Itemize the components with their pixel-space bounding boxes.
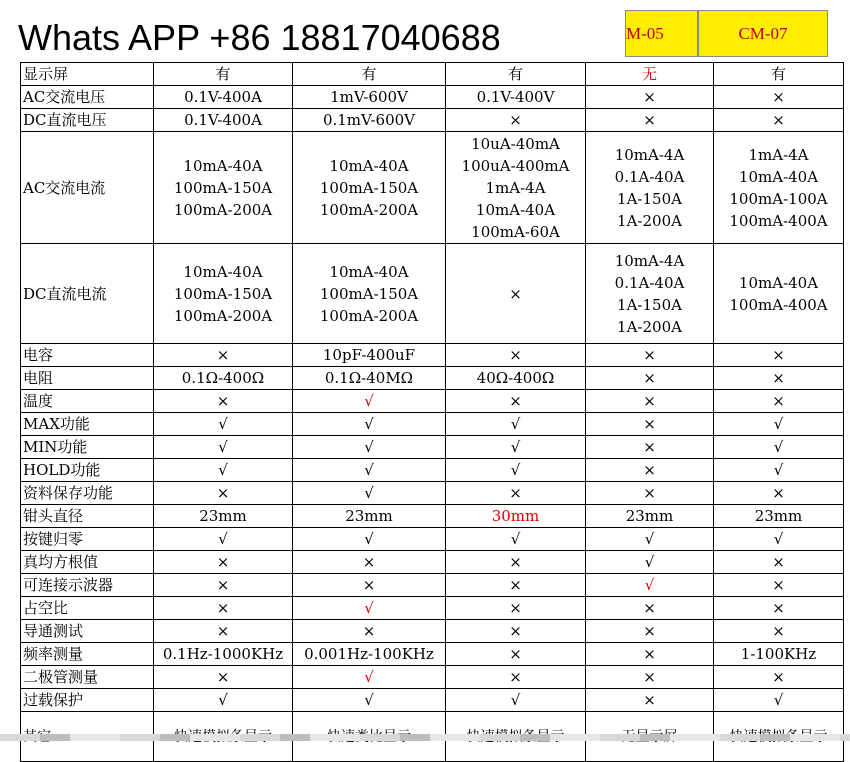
cell-line: × <box>772 576 785 594</box>
table-cell <box>293 244 446 344</box>
cell-line: √ <box>364 530 374 548</box>
cell-line: 10pF-400uF <box>322 346 416 364</box>
cell-line: 0.1Ω-400Ω <box>181 369 265 387</box>
cell-line: × <box>643 622 656 640</box>
cell-line: × <box>643 691 656 709</box>
row-label: 电容 <box>21 344 154 367</box>
table-cell <box>154 689 293 712</box>
cell-line: × <box>216 553 230 571</box>
row-label: 导通测试 <box>21 620 154 643</box>
cell-line: 0.1V-400A <box>184 88 262 106</box>
table-row <box>21 63 844 86</box>
cell-line: × <box>216 392 230 410</box>
cell-line: × <box>216 346 230 364</box>
cell-line: √ <box>773 461 784 479</box>
table-cell <box>714 528 844 551</box>
table-cell <box>446 482 586 505</box>
table-cell <box>446 528 586 551</box>
table-cell <box>154 482 293 505</box>
table-cell <box>586 390 714 413</box>
table-row <box>21 86 844 109</box>
table-row <box>21 132 844 244</box>
row-label: HOLD功能 <box>21 459 154 482</box>
cell-line: 1A-150A <box>617 295 682 314</box>
table-cell <box>714 244 844 344</box>
cell-line: × <box>772 88 785 106</box>
cell-line: × <box>643 645 656 663</box>
table-cell <box>586 505 714 528</box>
cell-line: × <box>362 576 376 594</box>
row-label: 电阻 <box>21 367 154 390</box>
cell-line: × <box>509 553 522 571</box>
table-cell <box>446 86 586 109</box>
cell-line: √ <box>773 415 784 433</box>
row-label: 频率测量 <box>21 643 154 666</box>
table-cell <box>446 551 586 574</box>
table-cell <box>446 620 586 643</box>
table-cell <box>293 436 446 459</box>
table-cell <box>446 132 586 244</box>
cell-line: × <box>643 346 656 364</box>
table-cell <box>586 689 714 712</box>
table-cell <box>586 528 714 551</box>
cell-line: × <box>643 415 656 433</box>
cell-line: √ <box>773 530 784 548</box>
cell-line: √ <box>218 530 228 548</box>
row-label: 按键归零 <box>21 528 154 551</box>
table-cell <box>154 109 293 132</box>
cell-line: 10mA-40A <box>329 156 409 175</box>
cell-line: 10mA-40A <box>183 156 263 175</box>
cell-line: × <box>643 369 656 387</box>
cell-line: 0.1V-400A <box>184 111 262 129</box>
table-row <box>21 344 844 367</box>
table-cell <box>154 436 293 459</box>
model-header-m05: M-05 <box>625 10 698 57</box>
cell-line: 1A-150A <box>617 189 682 208</box>
cell-line: 100mA-150A <box>319 178 419 197</box>
table-cell <box>446 244 586 344</box>
table-cell <box>714 689 844 712</box>
cell-line: 0.1A-40A <box>614 273 685 292</box>
cell-line: × <box>509 284 522 303</box>
table-cell <box>293 459 446 482</box>
table-cell <box>446 413 586 436</box>
cell-line: × <box>772 369 785 387</box>
cell-line: 0.1Hz-1000KHz <box>162 645 284 663</box>
cell-line: √ <box>364 461 374 479</box>
cell-line: 100mA-200A <box>173 200 273 219</box>
cell-line: √ <box>364 691 374 709</box>
cell-line: × <box>216 484 230 502</box>
cell-line: 1mV-600V <box>330 88 408 106</box>
cell-line: 0.1V-400V <box>476 88 555 106</box>
cell-line: × <box>772 668 785 686</box>
cell-line: √ <box>364 392 374 410</box>
table-cell <box>293 132 446 244</box>
table-cell <box>714 132 844 244</box>
cell-line: 10uA-40mA <box>471 134 560 153</box>
cell-line: × <box>772 346 785 364</box>
table-cell <box>446 689 586 712</box>
table-cell <box>714 344 844 367</box>
table-cell <box>154 63 293 86</box>
table-cell <box>586 620 714 643</box>
cell-line: √ <box>218 415 228 433</box>
cell-line: √ <box>218 438 228 456</box>
cell-line: √ <box>644 530 655 548</box>
table-cell <box>154 666 293 689</box>
cell-line: 1-100KHz <box>740 645 817 663</box>
table-row <box>21 551 844 574</box>
table-cell <box>586 666 714 689</box>
table-cell <box>446 367 586 390</box>
cell-line: 1mA-4A <box>485 178 546 197</box>
table-cell <box>154 505 293 528</box>
table-cell <box>714 620 844 643</box>
table-cell <box>154 367 293 390</box>
cell-line: √ <box>364 438 374 456</box>
table-cell <box>714 109 844 132</box>
table-row <box>21 597 844 620</box>
cell-line: √ <box>510 530 521 548</box>
cell-line: 有 <box>770 65 786 83</box>
cell-line: 10mA-40A <box>183 262 263 281</box>
table-row <box>21 666 844 689</box>
cell-line: 100mA-100A <box>729 189 828 208</box>
table-cell <box>586 109 714 132</box>
cell-line: × <box>216 576 230 594</box>
cell-line: √ <box>218 461 228 479</box>
cell-line: 100mA-400A <box>729 295 828 314</box>
cell-line: √ <box>364 484 374 502</box>
table-cell <box>586 132 714 244</box>
table-cell <box>154 528 293 551</box>
cell-line: 100mA-400A <box>729 211 828 230</box>
cell-line: × <box>362 622 376 640</box>
row-label: 可连接示波器 <box>21 574 154 597</box>
cell-line: 40Ω-400Ω <box>476 369 555 387</box>
cell-line: × <box>643 668 656 686</box>
table-cell <box>586 643 714 666</box>
cell-line: × <box>643 461 656 479</box>
table-cell <box>154 459 293 482</box>
cell-line: √ <box>644 576 655 594</box>
table-cell <box>293 482 446 505</box>
cell-line: × <box>643 438 656 456</box>
table-cell <box>714 413 844 436</box>
table-cell <box>293 574 446 597</box>
cell-line: √ <box>510 461 521 479</box>
cell-line: × <box>509 622 522 640</box>
row-label: 温度 <box>21 390 154 413</box>
cell-line: 23mm <box>625 507 674 525</box>
cell-line: 23mm <box>754 507 803 525</box>
cell-line: 无 <box>641 65 657 83</box>
row-label: 资料保存功能 <box>21 482 154 505</box>
table-cell <box>714 574 844 597</box>
table-cell <box>154 574 293 597</box>
cell-line: 10mA-40A <box>738 167 819 186</box>
table-cell <box>446 505 586 528</box>
table-cell <box>586 244 714 344</box>
cell-line: 有 <box>507 65 523 83</box>
cell-line: √ <box>218 691 228 709</box>
cell-line: √ <box>773 691 784 709</box>
table-row <box>21 390 844 413</box>
table-cell <box>154 390 293 413</box>
table-cell <box>293 643 446 666</box>
cell-line: 有 <box>215 65 231 83</box>
whatsapp-banner: Whats APP +86 18817040688 <box>18 16 511 60</box>
table-cell <box>446 643 586 666</box>
cell-line: 1mA-4A <box>748 145 809 164</box>
cell-line: 1A-200A <box>617 317 682 336</box>
cell-line: × <box>643 484 656 502</box>
row-label: AC交流电压 <box>21 86 154 109</box>
table-cell <box>446 390 586 413</box>
cell-line: 10mA-40A <box>475 200 556 219</box>
row-label: 二极管测量 <box>21 666 154 689</box>
table-cell <box>714 505 844 528</box>
cell-line: × <box>509 484 522 502</box>
cell-line: × <box>643 392 656 410</box>
cell-line: × <box>509 576 522 594</box>
table-cell <box>586 574 714 597</box>
cell-line: × <box>643 88 656 106</box>
table-cell <box>714 597 844 620</box>
cell-line: × <box>509 599 522 617</box>
row-label: MIN功能 <box>21 436 154 459</box>
cell-line: 0.001Hz-100KHz <box>304 645 434 663</box>
table-row <box>21 244 844 344</box>
cell-line: √ <box>364 415 374 433</box>
table-cell <box>714 482 844 505</box>
cell-line: 有 <box>361 65 377 83</box>
model-header-cm07: CM-07 <box>698 10 828 57</box>
cell-line: × <box>509 668 522 686</box>
cell-line: √ <box>510 691 521 709</box>
row-label: 过载保护 <box>21 689 154 712</box>
cell-line: √ <box>644 553 655 571</box>
table-cell <box>154 597 293 620</box>
cell-line: × <box>362 553 376 571</box>
table-cell <box>446 63 586 86</box>
cell-line: × <box>216 622 230 640</box>
cell-line: 10mA-4A <box>614 145 685 164</box>
table-cell <box>446 666 586 689</box>
cell-line: × <box>772 111 785 129</box>
table-cell <box>714 390 844 413</box>
row-label: AC交流电流 <box>21 132 154 244</box>
table-cell <box>154 86 293 109</box>
cell-line: 100mA-200A <box>319 200 419 219</box>
cell-line: × <box>509 645 522 663</box>
table-cell <box>293 528 446 551</box>
table-cell <box>154 132 293 244</box>
table-cell <box>293 505 446 528</box>
table-cell <box>714 86 844 109</box>
table-cell <box>446 459 586 482</box>
table-cell <box>154 551 293 574</box>
row-label: DC直流电压 <box>21 109 154 132</box>
cell-line: 100mA-200A <box>173 306 273 325</box>
cell-line: × <box>509 346 522 364</box>
table-cell <box>586 367 714 390</box>
table-cell <box>714 666 844 689</box>
table-cell <box>154 244 293 344</box>
cell-line: × <box>772 392 785 410</box>
table-cell <box>714 367 844 390</box>
table-cell <box>154 344 293 367</box>
cell-line: 10mA-40A <box>329 262 409 281</box>
table-cell <box>446 574 586 597</box>
cell-line: × <box>216 668 230 686</box>
cell-line: 1A-200A <box>617 211 682 230</box>
cell-line: × <box>509 392 522 410</box>
table-row <box>21 482 844 505</box>
cell-line: √ <box>510 415 521 433</box>
table-cell <box>586 344 714 367</box>
cell-line: √ <box>364 599 374 617</box>
table-row <box>21 367 844 390</box>
row-label: DC直流电流 <box>21 244 154 344</box>
table-cell <box>714 643 844 666</box>
cell-line: × <box>772 484 785 502</box>
cell-line: 30mm <box>491 507 540 525</box>
table-cell <box>293 344 446 367</box>
table-row <box>21 620 844 643</box>
cell-line: 100mA-150A <box>319 284 419 303</box>
table-row <box>21 436 844 459</box>
table-cell <box>293 666 446 689</box>
table-cell <box>446 597 586 620</box>
table-row <box>21 643 844 666</box>
cell-line: 100mA-200A <box>319 306 419 325</box>
table-row <box>21 109 844 132</box>
spec-comparison-table <box>20 62 844 762</box>
table-cell <box>586 597 714 620</box>
table-row <box>21 413 844 436</box>
cell-line: 10mA-40A <box>738 273 819 292</box>
table-cell <box>293 390 446 413</box>
cell-line: × <box>509 111 522 129</box>
table-cell <box>293 689 446 712</box>
cell-line: × <box>772 622 785 640</box>
table-cell <box>293 86 446 109</box>
row-label: MAX功能 <box>21 413 154 436</box>
table-cell <box>586 482 714 505</box>
row-label: 显示屏 <box>21 63 154 86</box>
table-cell <box>714 436 844 459</box>
table-cell <box>446 436 586 459</box>
table-row <box>21 689 844 712</box>
cell-line: √ <box>364 668 374 686</box>
table-cell <box>154 643 293 666</box>
table-cell <box>446 109 586 132</box>
table-cell <box>586 436 714 459</box>
cell-line: √ <box>773 438 784 456</box>
cell-line: 100mA-150A <box>173 284 273 303</box>
cell-line: 0.1A-40A <box>614 167 685 186</box>
cell-line: × <box>643 599 656 617</box>
bottom-edge-strip <box>0 734 850 741</box>
row-label: 钳头直径 <box>21 505 154 528</box>
cell-line: 0.1mV-600V <box>322 111 416 129</box>
table-cell <box>586 413 714 436</box>
table-cell <box>293 551 446 574</box>
table-cell <box>714 459 844 482</box>
cell-line: × <box>772 553 785 571</box>
table-cell <box>293 413 446 436</box>
table-cell <box>586 459 714 482</box>
table-row <box>21 505 844 528</box>
cell-line: 23mm <box>345 507 393 525</box>
table-cell <box>293 367 446 390</box>
table-cell <box>586 63 714 86</box>
table-cell <box>446 344 586 367</box>
cell-line: 0.1Ω-40MΩ <box>324 369 414 387</box>
table-cell <box>714 63 844 86</box>
table-cell <box>154 413 293 436</box>
table-cell <box>293 597 446 620</box>
cell-line: × <box>643 111 656 129</box>
table-cell <box>586 86 714 109</box>
table-cell <box>293 109 446 132</box>
table-cell <box>293 620 446 643</box>
cell-line: 100mA-60A <box>471 222 560 241</box>
table-cell <box>586 551 714 574</box>
cell-line: 100mA-150A <box>173 178 273 197</box>
table-row <box>21 459 844 482</box>
cell-line: × <box>772 599 785 617</box>
row-label: 占空比 <box>21 597 154 620</box>
table-row <box>21 574 844 597</box>
row-label: 真均方根值 <box>21 551 154 574</box>
cell-line: × <box>216 599 230 617</box>
table-cell <box>293 63 446 86</box>
table-cell <box>714 551 844 574</box>
table-cell <box>154 620 293 643</box>
cell-line: √ <box>510 438 521 456</box>
cell-line: 23mm <box>199 507 247 525</box>
table-row <box>21 528 844 551</box>
cell-line: 10mA-4A <box>614 251 685 270</box>
cell-line: 100uA-400mA <box>461 156 570 175</box>
